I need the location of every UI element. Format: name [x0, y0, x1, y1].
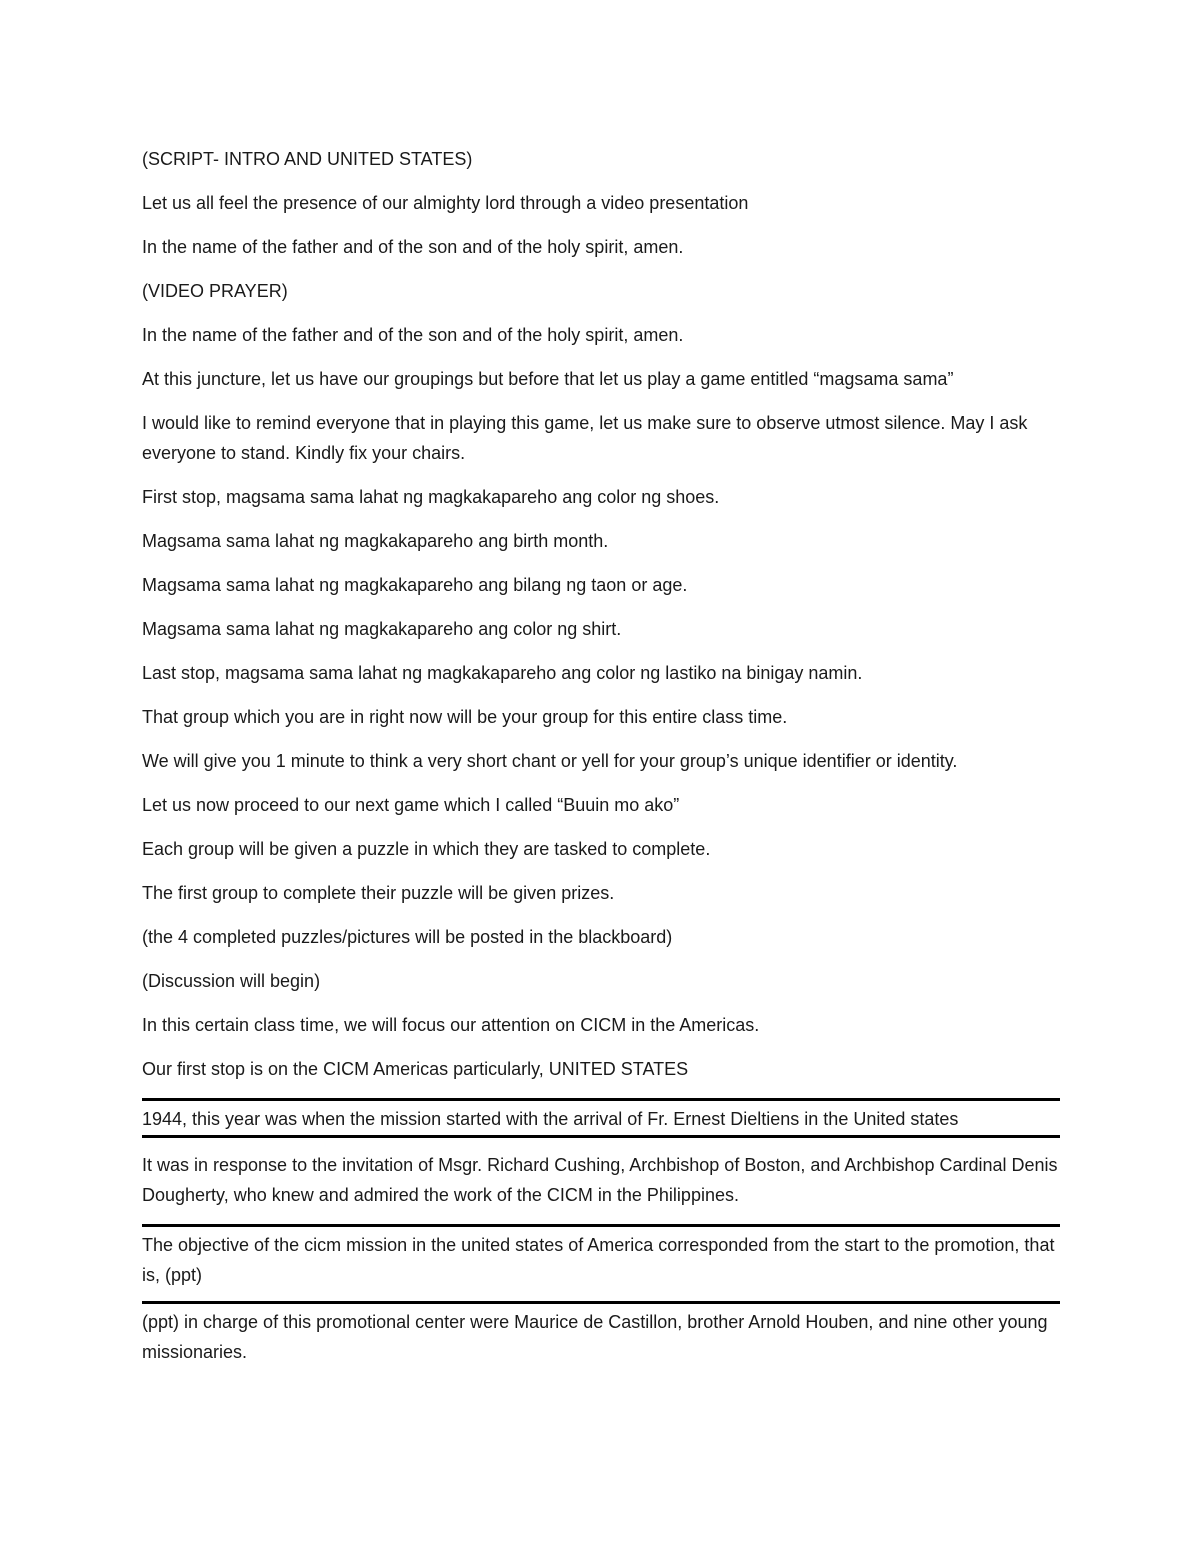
paragraph: That group which you are in right now will be your group for this entire class time. [142, 707, 788, 727]
paragraph: (the 4 completed puzzles/pictures will be posted in the blackboard) [142, 927, 673, 947]
paragraph: Magsama sama lahat ng magkakapareho ang bilang ng taon or age. [142, 575, 688, 595]
paragraph: We will give you 1 minute to think a very short chant or yell for your group’s unique identifier or identity. [142, 751, 958, 771]
script-heading: (SCRIPT- INTRO AND UNITED STATES) [142, 149, 473, 169]
paragraph: Let us now proceed to our next game which I called “Buuin mo ako” [142, 795, 680, 815]
paragraph: I would like to remind everyone that in playing this game, let us make sure to observe utmost silence. May I ask everyone to stand. Kindly fix your chairs. [142, 413, 1028, 463]
paragraph: Magsama sama lahat ng magkakapareho ang birth month. [142, 531, 609, 551]
boxed-paragraph: (ppt) in charge of this promotional center were Maurice de Castillon, brother Arnold Houben, and nine other young missionaries. [142, 1312, 1048, 1362]
paragraph: Our first stop is on the CICM Americas particularly, UNITED STATES [142, 1059, 689, 1079]
paragraph: Last stop, magsama sama lahat ng magkakapareho ang color ng lastiko na binigay namin. [142, 663, 863, 683]
paragraph: First stop, magsama sama lahat ng magkakapareho ang color ng shoes. [142, 487, 720, 507]
document-body [142, 144, 1060, 1368]
horizontal-rule [142, 1135, 1060, 1138]
paragraph: (VIDEO PRAYER) [142, 281, 288, 301]
paragraph: It was in response to the invitation of Msgr. Richard Cushing, Archbishop of Boston, and Archbishop Cardinal Denis Dougherty, who knew and admired the work of the CICM in the Philippines. [142, 1155, 1058, 1205]
paragraph: Each group will be given a puzzle in which they are tasked to complete. [142, 839, 711, 859]
paragraph: Magsama sama lahat ng magkakapareho ang color ng shirt. [142, 619, 622, 639]
paragraph: In the name of the father and of the son and of the holy spirit, amen. [142, 237, 684, 257]
paragraph: In the name of the father and of the son and of the holy spirit, amen. [142, 325, 684, 345]
paragraph: The first group to complete their puzzle will be given prizes. [142, 883, 615, 903]
paragraph: Let us all feel the presence of our almighty lord through a video presentation [142, 193, 749, 213]
boxed-paragraph: 1944, this year was when the mission started with the arrival of Fr. Ernest Dieltiens in the United states [142, 1109, 959, 1129]
boxed-paragraph: The objective of the cicm mission in the united states of America corresponded from the start to the promotion, that is, (ppt) [142, 1235, 1055, 1285]
paragraph: (Discussion will begin) [142, 971, 321, 991]
paragraph: At this juncture, let us have our groupings but before that let us play a game entitled “magsama sama” [142, 369, 954, 389]
paragraph: In this certain class time, we will focus our attention on CICM in the Americas. [142, 1015, 760, 1035]
